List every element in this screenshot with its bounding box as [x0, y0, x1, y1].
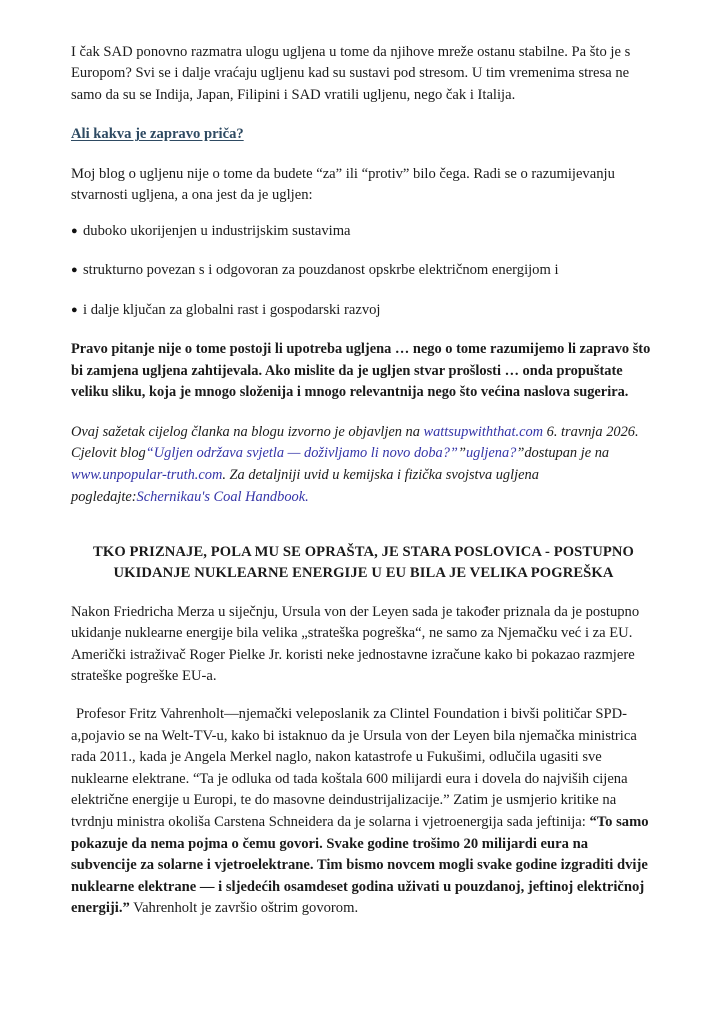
section-link-paragraph	[71, 124, 656, 145]
link-schernikau-coal-handbook[interactable]: Schernikau's Coal Handbook.	[136, 488, 309, 505]
paragraph-vahrenholt	[71, 704, 656, 920]
link-ugljen-odrzava-svjetla[interactable]: “Ugljen održava svjetla — doživljamo li novo doba?”	[145, 445, 458, 462]
list-item: ● duboko ukorijenjen u industrijskim sustavima	[71, 221, 656, 242]
attribution-text-3: ”	[457, 445, 466, 462]
document-content	[71, 42, 656, 936]
vahrenholt-quote: “To samo pokazuje da nema pojma o čemu govori. Svake godine trošimo 20 milijardi eura na subvencije za solarne i vjetroelektrane. Tim bismo novcem mogli svake godine izgraditi dvije nuklearne elektrane — i sljedećih osamdeset godina uživati u pouzdanoj, jeftinoj električnoj energiji.”	[71, 813, 649, 917]
link-wattsupwiththat[interactable]: wattsupwiththat.com	[423, 423, 544, 440]
link-unpopular-truth[interactable]: www.unpopular-truth.com	[71, 466, 223, 483]
attribution-text-1: Ovaj sažetak cijelog članka na blogu izvorno je objavljen na	[71, 423, 424, 440]
blog-paragraph: Moj blog o ugljenu nije o tome da budete “za” ili “protiv” bilo čega. Radi se o razumijevanju stvarnosti ugljena, a ona jest da je ugljen:	[71, 165, 615, 204]
link-ali-kakva-je-zapravo-prica[interactable]: Ali kakva je zapravo priča?	[71, 126, 244, 143]
attribution-text-2: 6. travnja 2026. Cjelovit blog	[71, 423, 639, 462]
page-title: TKO PRIZNAJE, POLA MU SE OPRAŠTA, JE STARA POSLOVICA - POSTUPNO UKIDANJE NUKLEARNE ENERGIJE U EU BILA JE VELIKA POGREŠKA	[93, 544, 634, 581]
intro-paragraph: I čak SAD ponovno razmatra ulogu ugljena u tome da njihove mreže ostanu stabilne. Pa što je s Europom? Svi se i dalje vraćaju ugljenu kad su sustavi pod stresom. U tim vremenima stresa ne samo da su se Indija, Japan, Filipini i SAD vratili ugljenu, nego čak i Italija.	[71, 44, 631, 103]
attribution-paragraph	[71, 422, 656, 508]
attribution-text-5: . Za detaljniji uvid u kemijska i fizička svojstva ugljena pogledajte:	[71, 466, 539, 505]
coal-facts-list	[71, 221, 656, 321]
list-item: ● strukturno povezan s i odgovoran za pouzdanost opskrbe električnom energijom i	[71, 260, 656, 281]
link-ugljena[interactable]: ugljena?	[465, 445, 517, 462]
vahrenholt-text-1: Profesor Fritz Vahrenholt—njemački veleposlanik za Clintel Foundation i bivši političar SPD-a,pojavio se na Welt-TV-u, kako bi istaknuo da je Ursula von der Leyen bila njemačka ministrica rada 2011., kada je Angela Merkel naglo, nakon katastrofe u Fukušimi, odlučila ugasiti sve nuklearne elektrane. “Ta je odluka od tada koštala 600 milijardi eura i dovela do najviših cijena električne energije u Europi, te do masovne deindustrijalizacije.” Zatim je usmjerio kritike na tvrdnju ministra okoliša Carstena Schneidera da je solarna i vjetroenergija sada jeftinija:	[71, 706, 637, 830]
list-item: ● i dalje ključan za globalni rast i gospodarski razvoj	[71, 300, 656, 321]
paragraph-merz: Nakon Friedricha Merza u siječnju, Ursula von der Leyen sada je također priznala da je postupno ukidanje nuklearne energije bila velika „strateška pogreška“, ne samo za Njemačku već i za EU. Američki istraživač Roger Pielke Jr. koristi neke jednostavne izračune kako bi pokazao razmjere strateške pogreške EU-a.	[71, 603, 640, 685]
vahrenholt-text-2: Vahrenholt je završio oštrim govorom.	[129, 900, 359, 917]
attribution-text-4: ”dostupan je na	[516, 445, 610, 462]
bold-statement-paragraph: Pravo pitanje nije o tome postoji li upotreba ugljena … nego o tome razumijemo li zapravo što bi zamjena ugljena zahtijevala. Ako mislite da je ugljen stvar prošlosti … onda propuštate veliku sliku, koja je mnogo složenija i mnogo relevantnija nego što većina naslova sugerira.	[71, 340, 651, 401]
